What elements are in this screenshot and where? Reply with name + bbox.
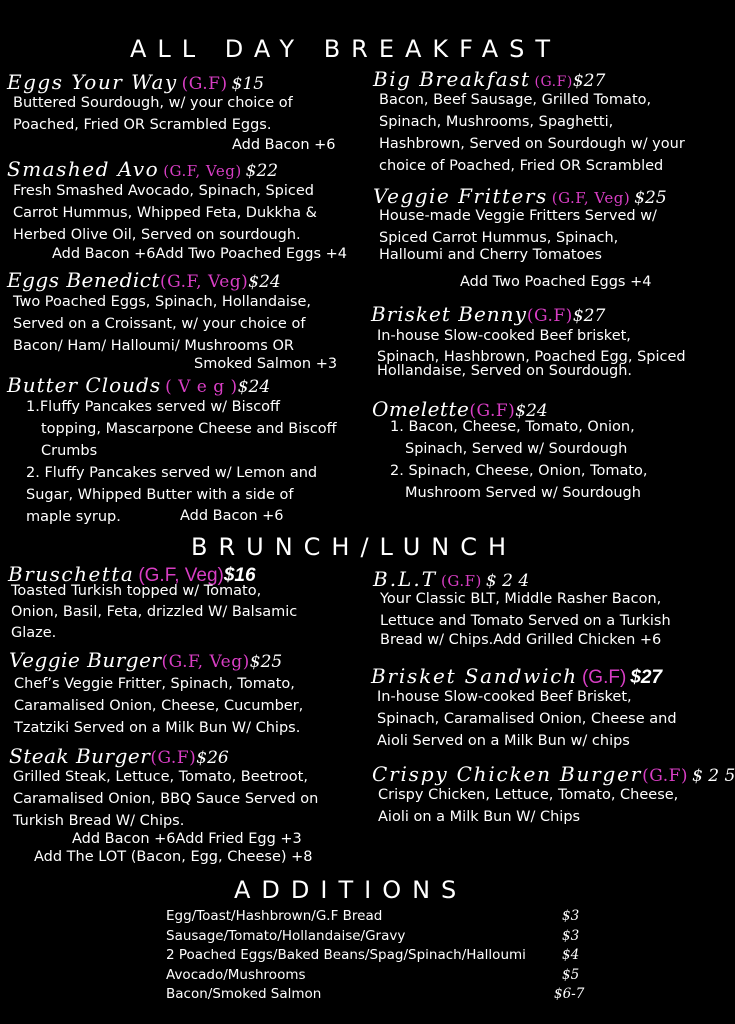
item-price: $ 2 5 (692, 766, 735, 786)
addition-row (166, 985, 596, 1005)
item-description: Bacon, Beef Sausage, Grilled Tomato, Spinach, Mushrooms, Spaghetti, Hashbrown, Served on Sourdough w/ your choice of Poached, Fried OR Scrambled (379, 92, 685, 174)
item-tag: (G.F, Veg) (160, 272, 249, 292)
item-tag: (G.F) (534, 74, 573, 90)
item-description: In-house Slow-cooked Beef Brisket, Spinach, Caramalised Onion, Cheese and Aioli Served on a Milk Bun w/ chips (377, 689, 677, 749)
item-price: $22 (245, 161, 279, 181)
addition-item: Egg/Toast/Hashbrown/G.F Bread (166, 908, 383, 924)
addition-row (166, 966, 596, 986)
addition-price: $5 (562, 966, 580, 983)
item-extra: Add Bacon +6 (232, 137, 336, 153)
item-price: $16 (223, 565, 256, 586)
item-name: Bruschetta (8, 562, 135, 586)
item-tag: (G.F) (441, 572, 482, 590)
addition-price: $3 (562, 908, 580, 924)
addition-price: $4 (562, 947, 580, 963)
item-tag: (G.F) (150, 748, 197, 768)
item-tag: (G.F) (642, 766, 689, 786)
item-tag: (G.F, Veg) (161, 652, 250, 672)
menu-item-brisket-benny (371, 302, 605, 326)
addition-row (166, 927, 596, 947)
addition-item: Bacon/Smoked Salmon (166, 986, 322, 1002)
addition-item: Avocado/Mushrooms (166, 966, 306, 983)
section-title-breakfast: ALL DAY BREAKFAST (130, 35, 562, 63)
addition-price: $6-7 (554, 986, 585, 1002)
item-extra: Add Bacon +6Add Two Poached Eggs +4 (52, 246, 347, 262)
item-tag: (G.F) (181, 74, 228, 94)
item-tag: (G.F, Veg) (138, 565, 224, 586)
additions-list (166, 907, 596, 1005)
item-description: Fresh Smashed Avocado, Spinach, Spiced Carrot Hummus, Whipped Feta, Dukkha & Herbed Olive Oil, Served on sourdough. (13, 183, 317, 243)
item-name: Eggs Benedict (7, 268, 161, 292)
item-name: Butter Clouds (7, 373, 162, 397)
item-name: Brisket Sandwich (371, 664, 578, 688)
item-price: $24 (248, 272, 281, 292)
item-name: Eggs Your Way (7, 70, 178, 94)
item-tag: (G.F) (469, 401, 516, 421)
item-description: Two Poached Eggs, Spinach, Hollandaise, Served on a Croissant, w/ your choice of Bacon/ Ham/ Halloumi/ Mushrooms OR (13, 294, 312, 354)
item-description: Grilled Steak, Lettuce, Tomato, Beetroot, Caramalised Onion, BBQ Sauce Served on Turkish Bread W/ Chips. (13, 769, 319, 829)
item-description: In-house Slow-cooked Beef brisket, Spinach, Hashbrown, Poached Egg, Spiced Hollandaise, Served on Sourdough. (377, 328, 686, 379)
item-name: Crispy Chicken Burger (372, 762, 643, 786)
section-title-brunch: BRUNCH/LUNCH (191, 533, 518, 561)
item-name: Veggie Burger (9, 648, 162, 672)
item-price: $27 (630, 667, 663, 688)
menu-item-big-breakfast (373, 67, 605, 91)
menu-item-eggs-your-way (7, 70, 264, 94)
item-price: $27 (572, 71, 606, 91)
item-description: Your Classic BLT, Middle Rasher Bacon, Lettuce and Tomato Served on a Turkish Bread w/ Chips.Add Grilled Chicken +6 (380, 591, 671, 648)
item-name: Brisket Benny (371, 302, 527, 326)
item-description: House-made Veggie Fritters Served w/ Spiced Carrot Hummus, Spinach, Halloumi and Cherry Tomatoes (379, 208, 657, 263)
item-description: Buttered Sourdough, w/ your choice of Poached, Fried OR Scrambled Eggs. (13, 95, 293, 133)
item-extra: Add Bacon +6 (180, 508, 284, 524)
item-price: $26 (196, 748, 229, 768)
item-name: Big Breakfast (373, 67, 531, 91)
addition-item: Sausage/Tomato/Hollandaise/Gravy (166, 927, 406, 944)
menu-item-smashed-avo (7, 157, 278, 181)
item-name: B.L.T (373, 567, 438, 591)
menu-item-crispy-chicken-burger (372, 762, 735, 786)
menu-item-butter-clouds (7, 373, 270, 397)
item-description: 1.Fluffy Pancakes served w/ Biscoff topping, Mascarpone Cheese and Biscoff Crumbs 2. Fluffy Pancakes served w/ Lemon and Sugar, Whipped Butter with a side of maple syrup. (26, 399, 337, 525)
item-name: Omelette (372, 397, 470, 421)
item-description: Crispy Chicken, Lettuce, Tomato, Cheese, Aioli on a Milk Bun W/ Chips (378, 787, 679, 825)
item-extra: Add Bacon +6Add Fried Egg +3 (72, 831, 302, 847)
section-title-additions: ADDITIONS (234, 876, 468, 904)
addition-row (166, 907, 596, 927)
item-name: Veggie Fritters (373, 184, 548, 208)
item-price: $24 (515, 401, 548, 421)
item-tag: (G.F) (526, 306, 573, 326)
item-price: $15 (231, 74, 265, 94)
item-price: $25 (249, 652, 283, 672)
menu-item-veggie-fritters (373, 184, 667, 208)
item-price: $27 (572, 306, 606, 326)
menu-item-eggs-benedict (7, 268, 281, 292)
item-description: Toasted Turkish topped w/ Tomato, Onion, Basil, Feta, drizzled W/ Balsamic Glaze. (11, 583, 298, 641)
item-tag: (G.F) (581, 667, 627, 688)
menu-item-steak-burger (9, 744, 229, 768)
item-tag: (G.F, Veg) (551, 189, 631, 207)
item-description: Chef’s Veggie Fritter, Spinach, Tomato, Caramalised Onion, Cheese, Cucumber, Tzatziki Served on a Milk Bun W/ Chips. (14, 676, 304, 736)
item-tag: ( V e g ) (165, 377, 238, 397)
addition-row (166, 946, 596, 966)
addition-price: $3 (562, 927, 580, 944)
item-description: 1. Bacon, Cheese, Tomato, Onion, Spinach, Served w/ Sourdough 2. Spinach, Cheese, Onion, Tomato, Mushroom Served w/ Sourdough (390, 419, 648, 501)
item-name: Steak Burger (9, 744, 151, 768)
item-price: $24 (237, 377, 271, 397)
item-name: Smashed Avo (7, 157, 160, 181)
item-price: $25 (634, 188, 667, 208)
item-price: $ 2 4 (485, 571, 530, 591)
item-extra: Smoked Salmon +3 (194, 356, 338, 372)
item-extra: Add Two Poached Eggs +4 (460, 274, 652, 290)
item-tag: (G.F, Veg) (163, 162, 242, 180)
item-extra: Add The LOT (Bacon, Egg, Cheese) +8 (34, 849, 313, 865)
menu-item-veggie-burger (9, 648, 282, 672)
addition-item: 2 Poached Eggs/Baked Beans/Spag/Spinach/Halloumi (166, 947, 526, 963)
